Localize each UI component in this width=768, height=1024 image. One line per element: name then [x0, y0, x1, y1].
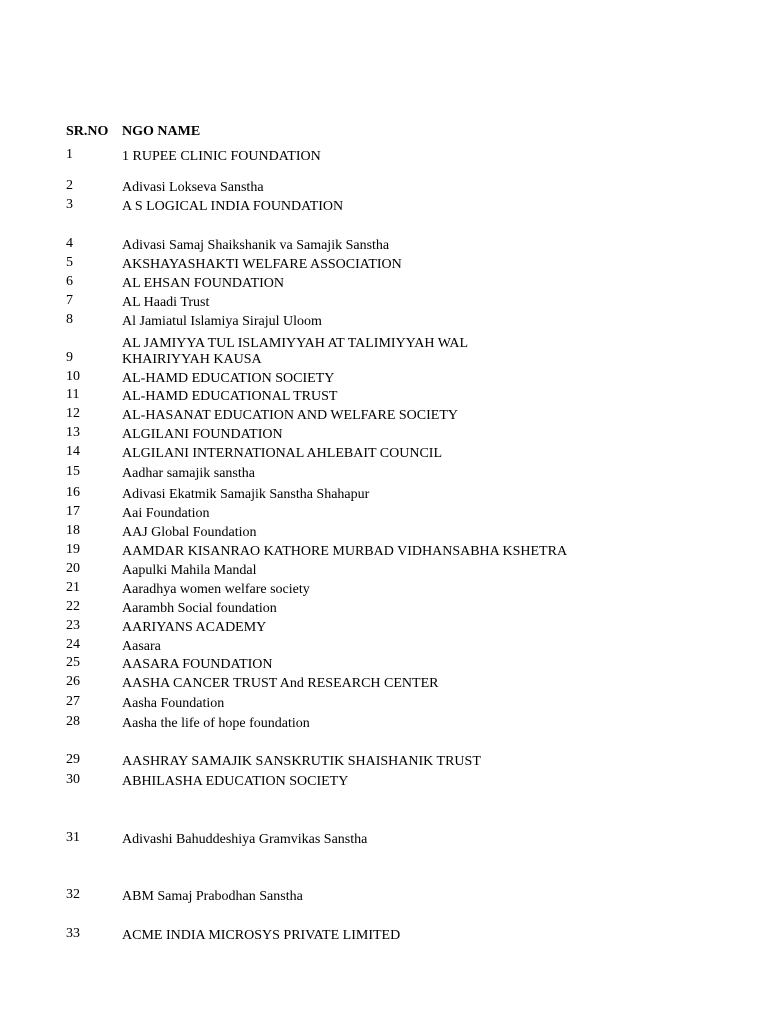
sr-no-cell: 20 — [66, 561, 80, 576]
table-row — [0, 195, 588, 215]
sr-no-cell: 15 — [66, 464, 80, 479]
ngo-name-cell: AASARA FOUNDATION — [122, 657, 273, 672]
ngo-name-cell: Al Jamiatul Islamiya Sirajul Uloom — [122, 314, 322, 329]
table-row — [0, 367, 588, 387]
table-row — [0, 253, 588, 273]
ngo-name-cell: AL Haadi Trust — [122, 295, 210, 310]
table-row — [0, 885, 588, 905]
table-row — [0, 635, 588, 655]
sr-no-cell: 27 — [66, 694, 80, 709]
ngo-name-cell: AAMDAR KISANRAO KATHORE MURBAD VIDHANSABHA KSHETRA — [122, 544, 568, 559]
ngo-name-cell: Aai Foundation — [122, 506, 210, 521]
sr-no-cell: 31 — [66, 830, 80, 845]
sr-no-cell: 11 — [66, 387, 80, 402]
ngo-name-cell: ABM Samaj Prabodhan Sanstha — [122, 889, 303, 904]
table-row — [0, 578, 588, 598]
table-row — [0, 234, 588, 254]
ngo-name-cell: Adivasi Ekatmik Samajik Sanstha Shahapur — [122, 487, 370, 502]
sr-no-cell: 13 — [66, 425, 80, 440]
ngo-name-cell: ABHILASHA EDUCATION SOCIETY — [122, 774, 349, 789]
sr-no-header: SR.NO — [66, 124, 109, 139]
table-row — [0, 540, 588, 560]
table-row — [0, 750, 588, 770]
ngo-name-cell: ALGILANI FOUNDATION — [122, 427, 283, 442]
ngo-name-cell: Adivasi Lokseva Sanstha — [122, 180, 264, 195]
table-row — [0, 332, 588, 368]
sr-no-cell: 8 — [66, 312, 73, 327]
table-row — [0, 712, 588, 732]
sr-no-cell: 32 — [66, 887, 80, 902]
table-row — [0, 483, 588, 503]
table-row — [0, 502, 588, 522]
table-row — [0, 442, 588, 462]
table-row — [0, 616, 588, 636]
sr-no-cell: 19 — [66, 542, 80, 557]
sr-no-cell: 4 — [66, 236, 73, 251]
ngo-name-cell: Aadhar samajik sanstha — [122, 466, 255, 481]
sr-no-cell: 30 — [66, 772, 80, 787]
table-row — [0, 672, 588, 692]
ngo-name-cell: AL-HAMD EDUCATIONAL TRUST — [122, 389, 338, 404]
sr-no-cell: 22 — [66, 599, 80, 614]
table-row — [0, 145, 588, 165]
sr-no-cell: 14 — [66, 444, 80, 459]
table-row — [0, 385, 588, 405]
sr-no-cell: 24 — [66, 637, 80, 652]
sr-no-cell: 26 — [66, 674, 80, 689]
sr-no-cell: 1 — [66, 147, 73, 162]
ngo-name-cell: AARIYANS ACADEMY — [122, 620, 267, 635]
sr-no-cell: 16 — [66, 485, 80, 500]
ngo-name-cell: AAJ Global Foundation — [122, 525, 257, 540]
table-row — [0, 692, 588, 712]
sr-no-cell: 25 — [66, 655, 80, 670]
ngo-name-cell: AL-HAMD EDUCATION SOCIETY — [122, 371, 335, 386]
sr-no-cell: 10 — [66, 369, 80, 384]
ngo-name-cell: AL-HASANAT EDUCATION AND WELFARE SOCIETY — [122, 408, 458, 423]
sr-no-cell: 2 — [66, 178, 73, 193]
sr-no-cell: 33 — [66, 926, 80, 941]
table-row — [0, 462, 588, 482]
table-row — [0, 176, 588, 196]
sr-no-cell: 21 — [66, 580, 80, 595]
sr-no-cell: 28 — [66, 714, 80, 729]
table-row — [0, 770, 588, 790]
ngo-name-cell: Adivasi Samaj Shaikshanik va Samajik Sanstha — [122, 238, 390, 253]
ngo-name-header: NGO NAME — [122, 124, 201, 139]
ngo-name-cell: AL JAMIYYA TUL ISLAMIYYAH AT TALIMIYYAH WAL KHAIRIYYAH KAUSA — [122, 336, 468, 367]
sr-no-cell: 3 — [66, 197, 73, 212]
ngo-name-cell: Aaradhya women welfare society — [122, 582, 310, 597]
ngo-name-cell: Aapulki Mahila Mandal — [122, 563, 257, 578]
sr-no-cell: 12 — [66, 406, 80, 421]
sr-no-cell: 17 — [66, 504, 80, 519]
table-row — [0, 828, 588, 848]
sr-no-cell: 29 — [66, 752, 80, 767]
ngo-name-cell: Adivashi Bahuddeshiya Gramvikas Sanstha — [122, 832, 368, 847]
table-row — [0, 310, 588, 330]
ngo-name-cell: Aasara — [122, 639, 161, 654]
ngo-name-cell: ALGILANI INTERNATIONAL AHLEBAIT COUNCIL — [122, 446, 443, 461]
ngo-name-cell: Aasha the life of hope foundation — [122, 716, 310, 731]
table-row — [0, 924, 588, 944]
table-row — [0, 559, 588, 579]
ngo-name-cell: Aasha Foundation — [122, 696, 225, 711]
sr-no-cell: 9 — [66, 350, 73, 365]
table-row — [0, 521, 588, 541]
ngo-name-cell: AL EHSAN FOUNDATION — [122, 276, 285, 291]
ngo-name-cell: ACME INDIA MICROSYS PRIVATE LIMITED — [122, 928, 401, 943]
sr-no-cell: 18 — [66, 523, 80, 538]
ngo-name-cell: Aarambh Social foundation — [122, 601, 277, 616]
ngo-name-cell: 1 RUPEE CLINIC FOUNDATION — [122, 149, 321, 164]
ngo-name-cell: AKSHAYASHAKTI WELFARE ASSOCIATION — [122, 257, 402, 272]
sr-no-cell: 6 — [66, 274, 73, 289]
table-row — [0, 404, 588, 424]
table-row — [0, 291, 588, 311]
sr-no-cell: 7 — [66, 293, 73, 308]
table-row — [0, 597, 588, 617]
ngo-name-cell: AASHA CANCER TRUST And RESEARCH CENTER — [122, 676, 439, 691]
sr-no-cell: 5 — [66, 255, 73, 270]
ngo-name-cell: AASHRAY SAMAJIK SANSKRUTIK SHAISHANIK TRUST — [122, 754, 481, 769]
ngo-name-cell: A S LOGICAL INDIA FOUNDATION — [122, 199, 344, 214]
table-row — [0, 272, 588, 292]
table-row — [0, 653, 588, 673]
sr-no-cell: 23 — [66, 618, 80, 633]
table-row — [0, 423, 588, 443]
